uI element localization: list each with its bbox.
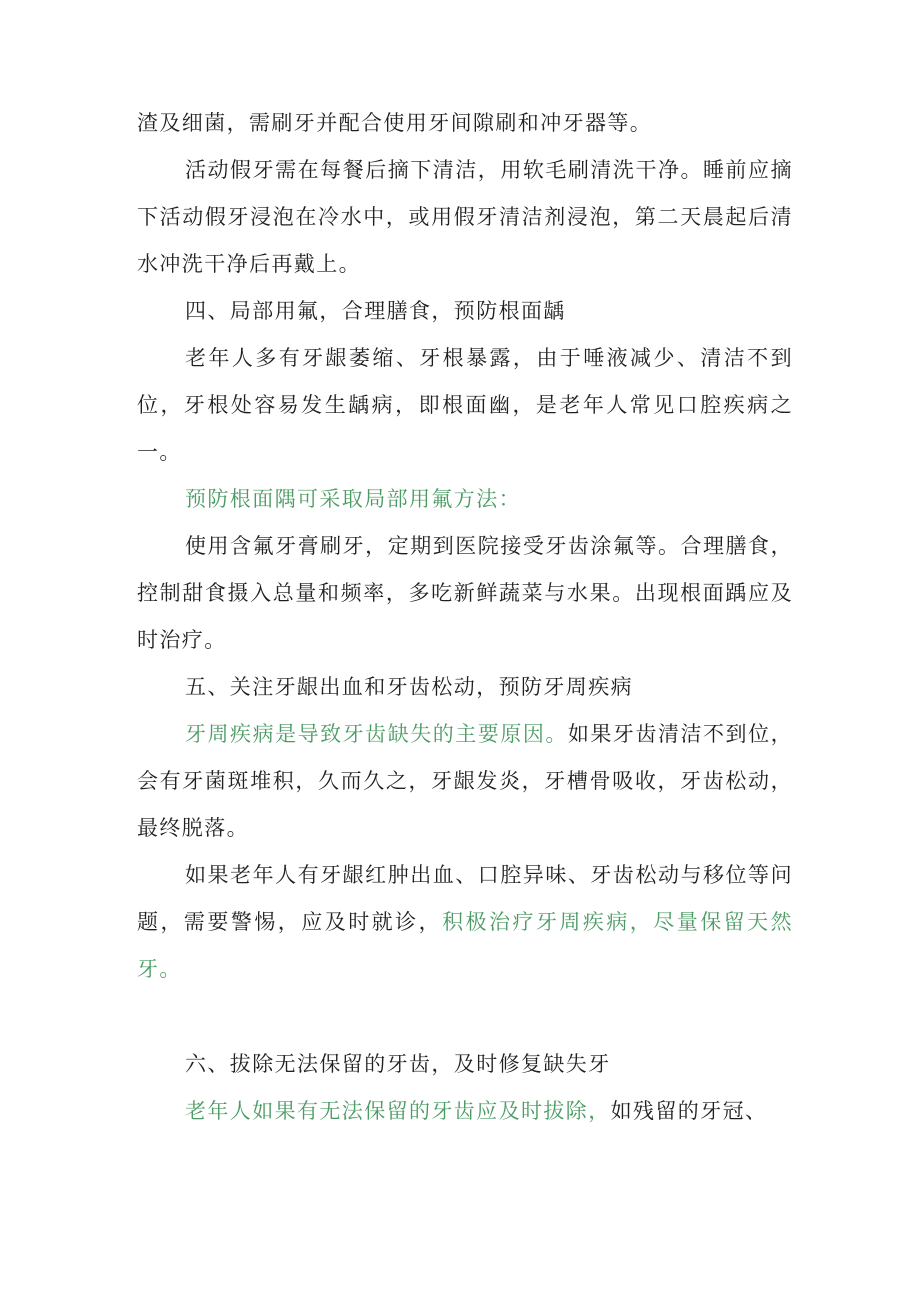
paragraph-root-caries [137,335,793,476]
paragraph-text: 老年人多有牙龈萎缩、牙根暴露，由于唾液减少、清洁不到位，牙根处容易发生龋病，即根面幽，是老年人常见口腔疾病之一。 [137,346,793,464]
paragraph-text: 活动假牙需在每餐后摘下清洁，用软毛刷清洗干净。睡前应摘下活动假牙浸泡在冷水中，或用假牙清洁剂浸泡，第二天晨起后清水冲洗干净后再戴上。 [137,158,793,276]
highlight-text: 积极治疗牙周疾病，尽量保留天然牙。 [137,910,794,981]
paragraph-fluoride-diet [137,523,793,664]
paragraph-text: 如果牙齿清洁不到位，会有牙菌斑堆积，久而久之，牙龈发炎，牙槽骨吸收，牙齿松动，最终脱落。 [137,722,793,840]
highlight-text: 预防根面隅可采取局部用氟方法： [185,487,521,511]
paragraph-text: 使用含氟牙膏刷牙，定期到医院接受牙齿涂氟等。合理膳食，控制甜食摄入总量和频率，多吃新鲜蔬菜与水果。出现根面踽应及时治疗。 [137,534,793,652]
heading-text: 五、关注牙龈出血和牙齿松动，预防牙周疾病 [185,675,633,699]
paragraph-denture-care [137,147,793,288]
heading-text: 六、拔除无法保留的牙齿，及时修复缺失牙 [185,1052,611,1076]
paragraph-periodontal-cause [137,711,793,852]
highlight-text: 老年人如果有无法保留的牙齿应及时拔除， [185,1099,611,1123]
section-heading-6 [137,1041,793,1088]
section-heading-4 [137,288,793,335]
blank-line [137,993,793,1041]
paragraph-fluoride-highlight [137,476,793,523]
paragraph-text: 如残留的牙冠、 [610,1099,768,1123]
highlight-text: 牙周疾病是导致牙齿缺失的主要原因。 [185,722,568,746]
paragraph-periodontal-signs [137,852,793,993]
paragraph-extraction [137,1088,793,1135]
paragraph-text: 如果老年人有牙龈红肿出血、口腔异味、牙齿松动与移位等问题，需要警惕，应及时就诊， [137,863,793,934]
paragraph-cleaning-continued [137,100,793,147]
document-body [137,100,793,1135]
paragraph-text: 渣及细菌，需刷牙并配合使用牙间隙刷和冲牙器等。 [137,111,653,135]
section-heading-5 [137,664,793,711]
heading-text: 四、局部用氟，合理膳食，预防根面龋 [185,299,566,323]
